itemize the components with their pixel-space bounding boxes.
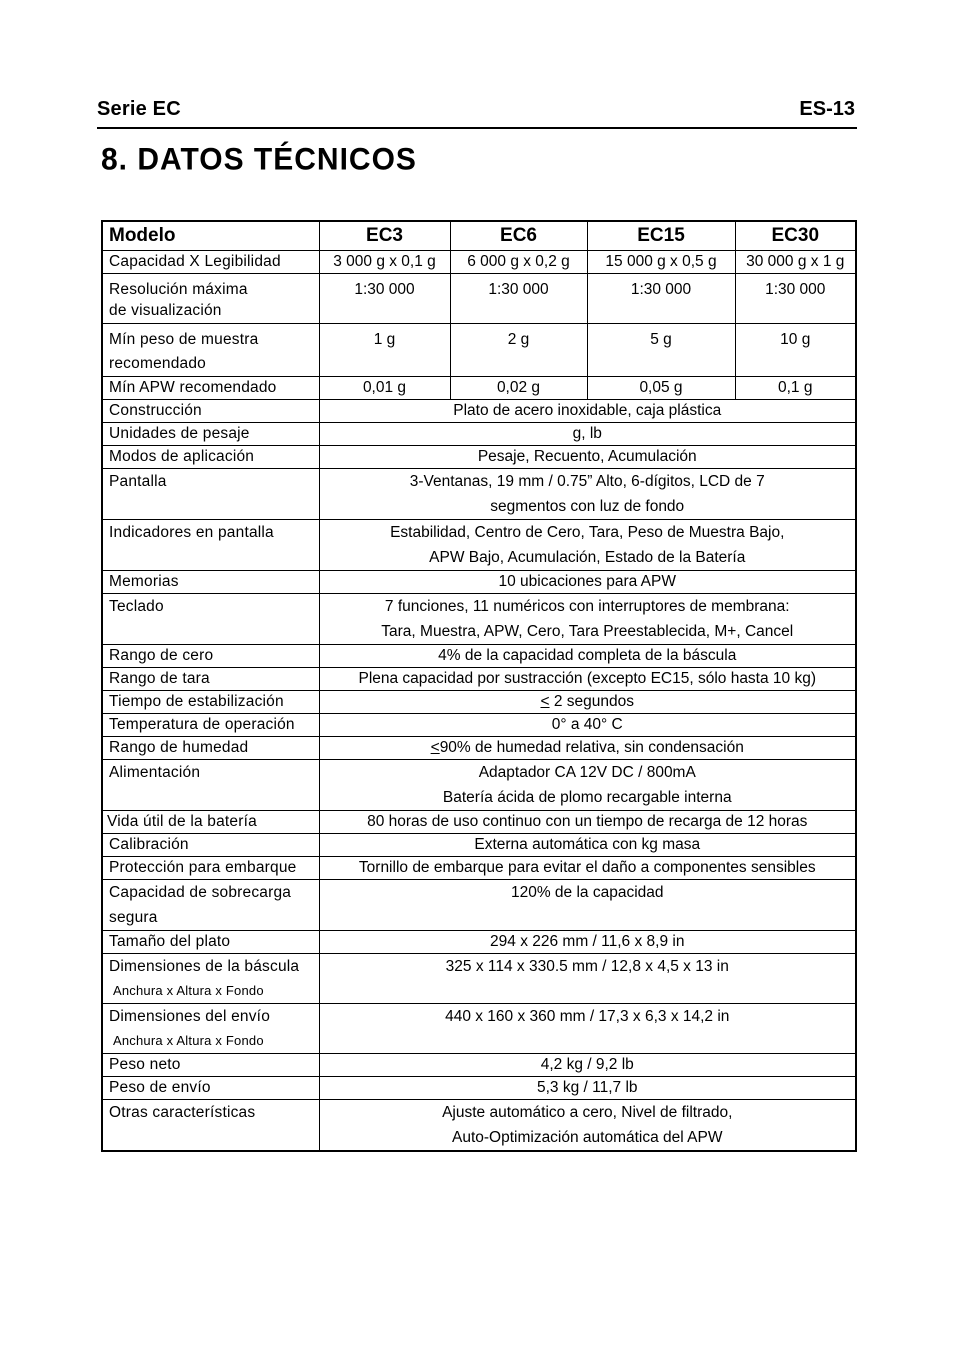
row-label: Unidades de pesaje <box>102 423 319 446</box>
table-row <box>102 446 856 469</box>
cell-value: 1:30 000 <box>319 274 450 324</box>
table-row <box>102 1054 856 1077</box>
table-row <box>102 857 856 880</box>
table-row <box>102 251 856 274</box>
table-row <box>102 377 856 400</box>
cell-value: Plato de acero inoxidable, caja plástica <box>319 400 856 423</box>
row-label: Tamaño del plato <box>102 931 319 954</box>
table-row <box>102 668 856 691</box>
cell-value: 325 x 114 x 330.5 mm / 12,8 x 4,5 x 13 in <box>319 954 856 1004</box>
row-label: Rango de humedad <box>102 737 319 760</box>
row-label: Rango de tara <box>102 668 319 691</box>
cell-value: 15 000 g x 0,5 g <box>587 251 735 274</box>
table-row <box>102 1077 856 1100</box>
cell-value: 1:30 000 <box>587 274 735 324</box>
series-name: Serie EC <box>97 98 181 120</box>
cell-value: 1:30 000 <box>735 274 856 324</box>
cell-value: 2 g <box>450 324 587 377</box>
table-row <box>102 760 856 811</box>
cell-value: Estabilidad, Centro de Cero, Tara, Peso de Muestra Bajo, APW Bajo, Acumulación, Estado de la Batería <box>319 520 856 571</box>
cell-value: 10 ubicaciones para APW <box>319 571 856 594</box>
cell-value: 0° a 40° C <box>319 714 856 737</box>
row-label: Temperatura de operación <box>102 714 319 737</box>
cell-value: Plena capacidad por sustracción (excepto EC15, sólo hasta 10 kg) <box>319 668 856 691</box>
table-row <box>102 811 856 834</box>
cell-value: 0,1 g <box>735 377 856 400</box>
cell-value: < 2 segundos <box>319 691 856 714</box>
cell-value: 7 funciones, 11 numéricos con interruptores de membrana: Tara, Muestra, APW, Cero, Tara Preestablecida, M+, Cancel <box>319 594 856 645</box>
row-label: Vida útil de la batería <box>102 811 319 834</box>
table-header-row <box>102 221 856 251</box>
row-label: Pantalla <box>102 469 319 520</box>
row-label: Calibración <box>102 834 319 857</box>
table-row <box>102 880 856 931</box>
row-label: Resolución máxima de visualización <box>102 274 319 324</box>
cell-value: 3 000 g x 0,1 g <box>319 251 450 274</box>
table-row <box>102 594 856 645</box>
row-label: Modos de aplicación <box>102 446 319 469</box>
cell-value: <90% de humedad relativa, sin condensación <box>319 737 856 760</box>
table-row <box>102 714 856 737</box>
row-label: Dimensiones del envío Anchura x Altura x Fondo <box>102 1004 319 1054</box>
cell-value: 10 g <box>735 324 856 377</box>
table-row <box>102 931 856 954</box>
row-label: Peso de envío <box>102 1077 319 1100</box>
row-label: Mín peso de muestra recomendado <box>102 324 319 377</box>
row-label: Peso neto <box>102 1054 319 1077</box>
page-title: 8. DATOS TÉCNICOS <box>101 142 417 177</box>
row-label: Rango de cero <box>102 645 319 668</box>
cell-value: 5 g <box>587 324 735 377</box>
row-label: Capacidad X Legibilidad <box>102 251 319 274</box>
cell-value: 294 x 226 mm / 11,6 x 8,9 in <box>319 931 856 954</box>
table-row <box>102 1100 856 1152</box>
table-row <box>102 324 856 377</box>
cell-value: 4,2 kg / 9,2 lb <box>319 1054 856 1077</box>
table-row <box>102 469 856 520</box>
table-row <box>102 1004 856 1054</box>
cell-value: Adaptador CA 12V DC / 800mA Batería ácida de plomo recargable interna <box>319 760 856 811</box>
model-ec15: EC15 <box>587 221 735 251</box>
row-label: Mín APW recomendado <box>102 377 319 400</box>
row-label: Construcción <box>102 400 319 423</box>
row-label: Otras características <box>102 1100 319 1152</box>
row-label: Protección para embarque <box>102 857 319 880</box>
cell-value: 3-Ventanas, 19 mm / 0.75” Alto, 6-dígitos, LCD de 7 segmentos con luz de fondo <box>319 469 856 520</box>
model-header: Modelo <box>102 221 319 251</box>
page-number: ES-13 <box>799 98 855 120</box>
table-row <box>102 571 856 594</box>
table-row <box>102 737 856 760</box>
row-label: Tiempo de estabilización <box>102 691 319 714</box>
cell-value: 0,02 g <box>450 377 587 400</box>
row-label: Teclado <box>102 594 319 645</box>
specs-table <box>101 220 857 1152</box>
cell-value: 0,05 g <box>587 377 735 400</box>
table-row <box>102 400 856 423</box>
cell-value: 4% de la capacidad completa de la báscula <box>319 645 856 668</box>
row-label: Memorias <box>102 571 319 594</box>
cell-value: 1:30 000 <box>450 274 587 324</box>
cell-value: g, lb <box>319 423 856 446</box>
cell-value: Externa automática con kg masa <box>319 834 856 857</box>
table-row <box>102 274 856 324</box>
cell-value: 120% de la capacidad <box>319 880 856 931</box>
row-label: Dimensiones de la báscula Anchura x Altura x Fondo <box>102 954 319 1004</box>
page-header <box>97 96 857 129</box>
row-label: Capacidad de sobrecarga segura <box>102 880 319 931</box>
table-row <box>102 645 856 668</box>
cell-value: 1 g <box>319 324 450 377</box>
model-ec3: EC3 <box>319 221 450 251</box>
cell-value: 0,01 g <box>319 377 450 400</box>
cell-value: 30 000 g x 1 g <box>735 251 856 274</box>
cell-value: Tornillo de embarque para evitar el daño a componentes sensibles <box>319 857 856 880</box>
table-row <box>102 834 856 857</box>
cell-value: 6 000 g x 0,2 g <box>450 251 587 274</box>
table-row <box>102 520 856 571</box>
cell-value: Ajuste automático a cero, Nivel de filtrado, Auto-Optimización automática del APW <box>319 1100 856 1152</box>
table-row <box>102 691 856 714</box>
table-row <box>102 423 856 446</box>
model-ec6: EC6 <box>450 221 587 251</box>
row-label: Alimentación <box>102 760 319 811</box>
table-row <box>102 954 856 1004</box>
model-ec30: EC30 <box>735 221 856 251</box>
cell-value: Pesaje, Recuento, Acumulación <box>319 446 856 469</box>
cell-value: 440 x 160 x 360 mm / 17,3 x 6,3 x 14,2 in <box>319 1004 856 1054</box>
row-label: Indicadores en pantalla <box>102 520 319 571</box>
cell-value: 80 horas de uso continuo con un tiempo de recarga de 12 horas <box>319 811 856 834</box>
cell-value: 5,3 kg / 11,7 lb <box>319 1077 856 1100</box>
